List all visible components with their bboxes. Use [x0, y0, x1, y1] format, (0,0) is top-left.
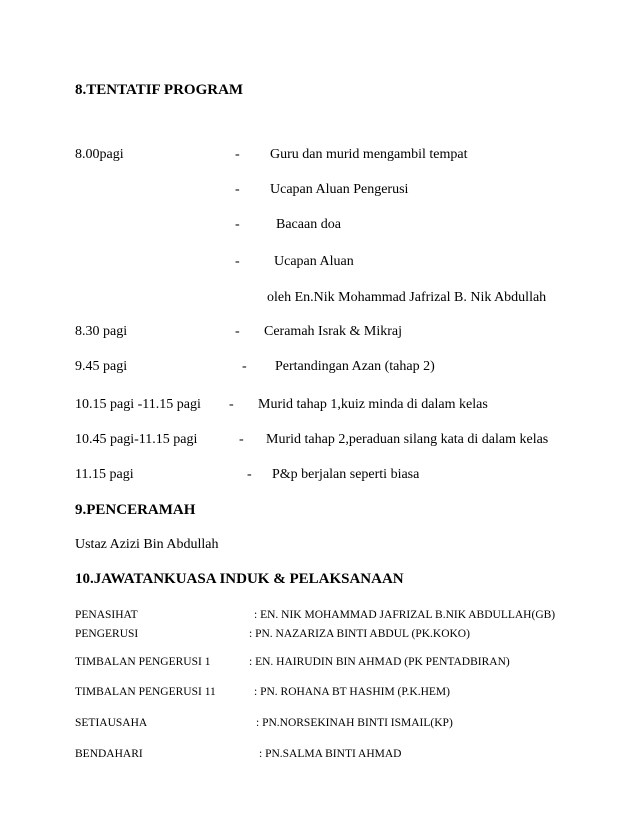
committee-member: : EN. HAIRUDIN BIN AHMAD (PK PENTADBIRAN) [249, 656, 510, 668]
program-dash: - [235, 147, 240, 162]
program-dash: - [235, 254, 240, 269]
committee-member: : EN. NIK MOHAMMAD JAFRIZAL B.NIK ABDULLAH(GB) [254, 609, 556, 621]
program-dash: - [235, 182, 240, 197]
program-activity: Murid tahap 1,kuiz minda di dalam kelas [258, 397, 488, 412]
program-dash: - [229, 397, 234, 412]
program-activity: Bacaan doa [276, 217, 341, 232]
committee-member: : PN. NAZARIZA BINTI ABDUL (PK.KOKO) [249, 628, 470, 640]
program-dash: - [235, 217, 240, 232]
program-dash: - [239, 432, 244, 447]
program-time: 10.15 pagi -11.15 pagi [75, 397, 201, 412]
program-activity: Ucapan Aluan [274, 254, 354, 269]
program-activity: P&p berjalan seperti biasa [272, 467, 420, 482]
program-activity-continuation: oleh En.Nik Mohammad Jafrizal B. Nik Abdullah [267, 290, 547, 305]
committee-member: : PN.NORSEKINAH BINTI ISMAIL(KP) [256, 717, 453, 729]
program-activity: Ceramah Israk & Mikraj [264, 324, 403, 339]
committee-member: : PN.SALMA BINTI AHMAD [259, 748, 402, 760]
program-dash: - [242, 359, 247, 374]
program-time: 11.15 pagi [75, 467, 134, 482]
program-activity: Murid tahap 2,peraduan silang kata di dalam kelas [266, 432, 549, 447]
committee-role: SETIAUSAHA [75, 717, 148, 729]
program-time: 10.45 pagi-11.15 pagi [75, 432, 198, 447]
committee-role: PENGERUSI [75, 628, 139, 640]
penceramah-name: Ustaz Azizi Bin Abdullah [75, 537, 219, 552]
program-time: 9.45 pagi [75, 359, 128, 374]
penceramah-heading: 9.PENCERAMAH [75, 502, 196, 518]
program-time: 8.00pagi [75, 147, 124, 162]
committee-member: : PN. ROHANA BT HASHIM (P.K.HEM) [254, 686, 450, 698]
committee-role: TIMBALAN PENGERUSI 11 [75, 686, 216, 698]
program-time: 8.30 pagi [75, 324, 128, 339]
program-dash: - [247, 467, 252, 482]
program-activity: Ucapan Aluan Pengerusi [270, 182, 409, 197]
jawatankuasa-heading: 10.JAWATANKUASA INDUK & PELAKSANAAN [75, 571, 404, 587]
tentatif-heading: 8.TENTATIF PROGRAM [75, 82, 244, 98]
committee-role: TIMBALAN PENGERUSI 1 [75, 656, 211, 668]
program-activity: Guru dan murid mengambil tempat [270, 147, 468, 162]
program-dash: - [235, 324, 240, 339]
committee-role: PENASIHAT [75, 609, 138, 621]
program-activity: Pertandingan Azan (tahap 2) [275, 359, 435, 374]
committee-role: BENDAHARI [75, 748, 143, 760]
